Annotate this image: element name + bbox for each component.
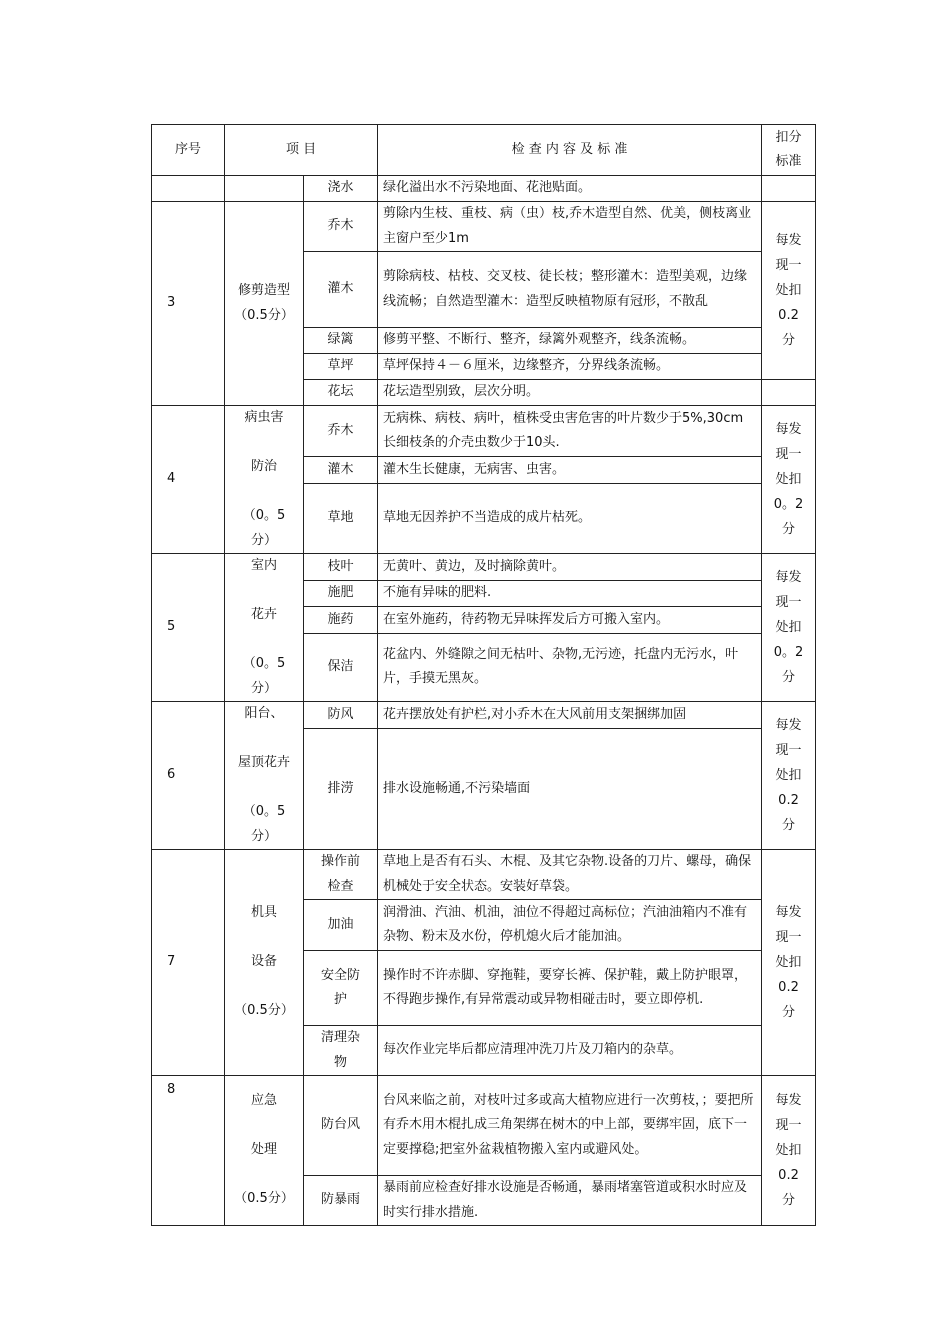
seq-cell: 3 [152,202,225,406]
content-cell: 草坪保持４－６厘米，边缘整齐，分界线条流畅。 [378,354,762,380]
seq-cell: 5 [152,554,225,702]
sub-item: 加油 [304,900,378,951]
sub-item: 灌木 [304,252,378,328]
sub-item: 浇水 [304,176,378,202]
item-cell: 应急 处理 （0.5分） [225,1076,304,1226]
sub-item: 花坛 [304,380,378,406]
item-cell: 机具 设备 （0.5分） [225,850,304,1076]
sub-item: 枝叶 [304,554,378,581]
seq-cell: 8 [152,1076,225,1226]
item-cell [225,176,304,202]
content-cell: 无黄叶、黄边，及时摘除黄叶。 [378,554,762,581]
content-cell: 绿化溢出水不污染地面、花池贴面。 [378,176,762,202]
table-row [152,554,816,581]
content-cell: 花卉摆放处有护栏,对小乔木在大风前用支架捆绑加固 [378,702,762,729]
content-cell: 暴雨前应检查好排水设施是否畅通，暴雨堵塞管道或积水时应及时实行排水措施. [378,1176,762,1226]
item-cell: 病虫害 防治 （0。5 分） [225,406,304,554]
table-row [152,702,816,729]
sub-item: 清理杂 物 [304,1026,378,1076]
deduction-cell: 每发 现一 处扣 0.2 分 [762,1076,816,1226]
sub-item: 施药 [304,607,378,634]
header-item: 项 目 [225,125,378,176]
content-cell: 操作时不许赤脚、穿拖鞋，要穿长裤、保护鞋，戴上防护眼罩，不得跑步操作,有异常震动或异物相碰击时，要立即停机. [378,951,762,1026]
header-seq: 序号 [152,125,225,176]
deduction-cell [762,380,816,406]
table-row [152,850,816,900]
content-cell: 不施有异味的肥料. [378,580,762,607]
sub-item: 草地 [304,484,378,554]
seq-cell: 7 [152,850,225,1076]
content-cell: 草地上是否有石头、木棍、及其它杂物.设备的刀片、螺母，确保机械处于安全状态。安装好草袋。 [378,850,762,900]
content-cell: 剪除内生枝、重枝、病（虫）枝,乔木造型自然、优美，侧枝离业主窗户至少1m [378,202,762,252]
content-cell: 排水设施畅通,不污染墙面 [378,728,762,849]
content-cell: 台风来临之前，对枝叶过多或高大植物应进行一次剪枝，；要把所有乔木用木棍扎成三角架绑在树木的中上部，要绑牢固，底下一定要撑稳;把室外盆栽植物搬入室内或避风处。 [378,1076,762,1176]
header-content: 检 查 内 容 及 标 准 [378,125,762,176]
sub-item: 安全防 护 [304,951,378,1026]
header-row [152,125,816,176]
sub-item: 防风 [304,702,378,729]
sub-item: 乔木 [304,202,378,252]
content-cell: 灌木生长健康，无病害、虫害。 [378,457,762,484]
deduction-cell: 每发 现一 处扣 0.2 分 [762,702,816,850]
deduction-cell: 每发 现一 处扣 0。2 分 [762,554,816,702]
item-cell: 修剪造型 （0.5分） [225,202,304,406]
sub-item: 乔木 [304,406,378,457]
sub-item: 施肥 [304,580,378,607]
content-cell: 无病株、病枝、病叶，植株受虫害危害的叶片数少于5%,30cm长细枝条的介壳虫数少于10头. [378,406,762,457]
content-cell: 润滑油、汽油、机油，油位不得超过高标位；汽油油箱内不准有杂物、粉末及水份，停机熄火后才能加油。 [378,900,762,951]
sub-item: 灌木 [304,457,378,484]
inspection-standards-table [151,124,816,1226]
content-cell: 每次作业完毕后都应清理冲洗刀片及刀箱内的杂草。 [378,1026,762,1076]
content-cell: 修剪平整、不断行、整齐，绿篱外观整齐，线条流畅。 [378,328,762,354]
table-row [152,176,816,202]
seq-cell [152,176,225,202]
table-row [152,406,816,457]
item-cell: 阳台、 屋顶花卉 （0。5 分） [225,702,304,850]
sub-item: 操作前 检查 [304,850,378,900]
content-cell: 剪除病枝、枯枝、交叉枝、徒长枝；整形灌木：造型美观，边缘线流畅；自然造型灌木：造型反映植物原有冠形，不散乱 [378,252,762,328]
content-cell: 花坛造型别致，层次分明。 [378,380,762,406]
sub-item: 防台风 [304,1076,378,1176]
table-row [152,1076,816,1176]
sub-item: 排涝 [304,728,378,849]
table-row [152,202,816,252]
seq-cell: 4 [152,406,225,554]
deduction-cell: 每发 现一 处扣 0.2 分 [762,202,816,380]
content-cell: 花盆内、外缝隙之间无枯叶、杂物,无污迹，托盘内无污水，叶片，手摸无黑灰。 [378,633,762,701]
sub-item: 防暴雨 [304,1176,378,1226]
content-cell: 在室外施药，待药物无异味挥发后方可搬入室内。 [378,607,762,634]
sub-item: 绿篱 [304,328,378,354]
header-deduction: 扣分 标准 [762,125,816,176]
sub-item: 草坪 [304,354,378,380]
item-cell: 室内 花卉 （0。5 分） [225,554,304,702]
deduction-cell: 每发 现一 处扣 0.2 分 [762,850,816,1076]
deduction-cell [762,176,816,202]
deduction-cell: 每发 现一 处扣 0。2 分 [762,406,816,554]
seq-cell: 6 [152,702,225,850]
content-cell: 草地无因养护不当造成的成片枯死。 [378,484,762,554]
sub-item: 保洁 [304,633,378,701]
